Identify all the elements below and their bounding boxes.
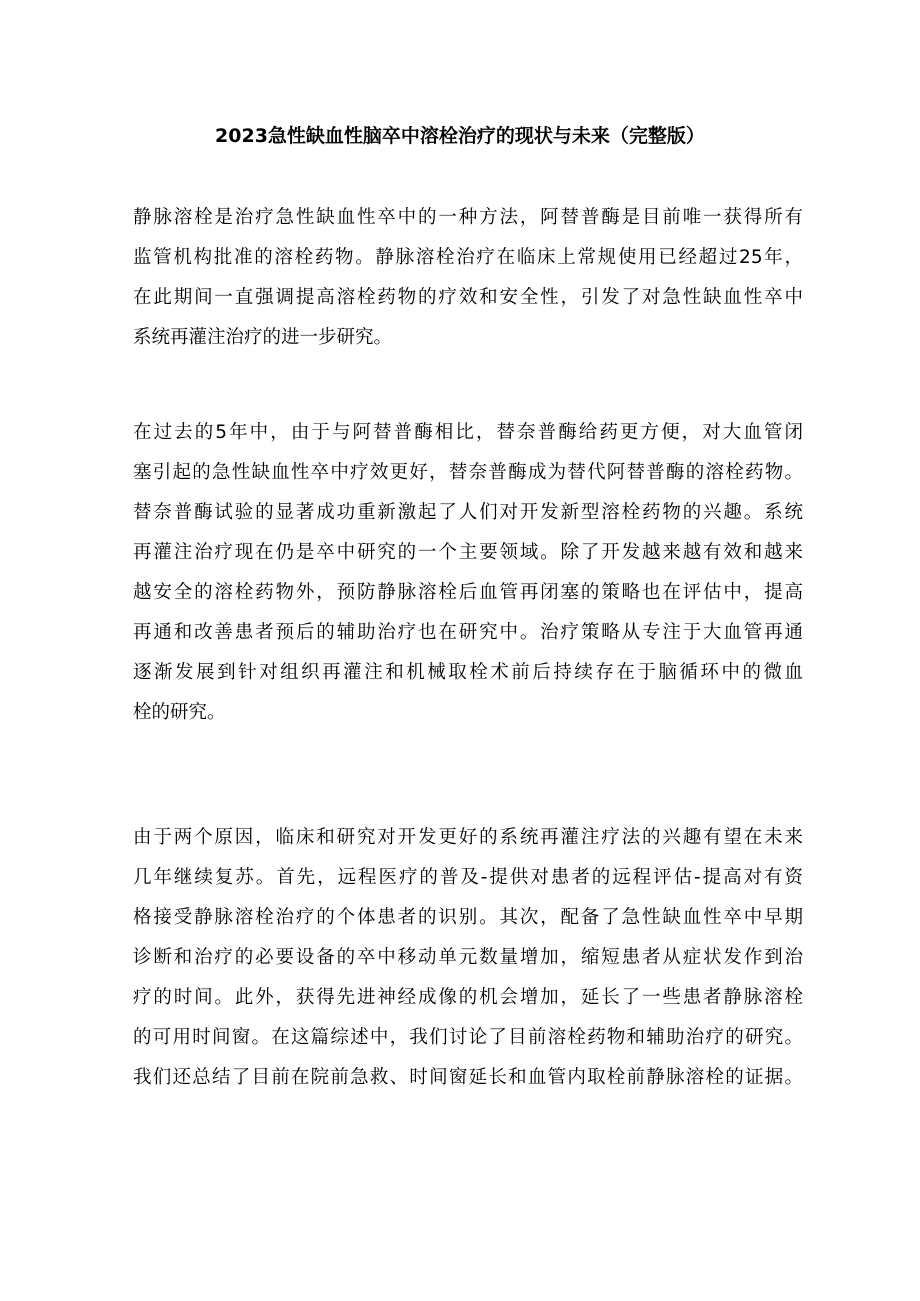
paragraph-line: 再通和改善患者预后的辅助治疗也在研究中。治疗策略从专注于大血管再通: [133, 622, 803, 643]
paragraph-line: 静脉溶栓是治疗急性缺血性卒中的一种方法，阿替普酶是目前唯一获得所有: [133, 207, 803, 228]
paragraph-line: 诊断和治疗的必要设备的卒中移动单元数量增加，缩短患者从症状发作到治: [133, 947, 803, 968]
paragraph-outlook: [133, 818, 803, 1098]
paragraph-line: 替奈普酶试验的显著成功重新激起了人们对开发新型溶栓药物的兴趣。系统: [133, 502, 803, 523]
paragraph-line: 在过去的5年中，由于与阿替普酶相比，替奈普酶给药更方便，对大血管闭: [133, 422, 803, 443]
paragraph-line: 我们还总结了目前在院前急救、时间窗延长和血管内取栓前静脉溶栓的证据。: [133, 1067, 803, 1088]
paragraph-line: 逐渐发展到针对组织再灌注和机械取栓术前后持续存在于脑循环中的微血: [133, 662, 803, 683]
paragraph-line: 由于两个原因，临床和研究对开发更好的系统再灌注疗法的兴趣有望在未来: [133, 827, 803, 848]
paragraph-line: 格接受静脉溶栓治疗的个体患者的识别。其次，配备了急性缺血性卒中早期: [133, 907, 803, 928]
paragraph-line: 栓的研究。: [133, 702, 226, 723]
paragraph-line: 再灌注治疗现在仍是卒中研究的一个主要领域。除了开发越来越有效和越来: [133, 542, 803, 563]
document-title: 2023急性缺血性脑卒中溶栓治疗的现状与未来（完整版）: [215, 125, 705, 147]
paragraph-line: 越安全的溶栓药物外，预防静脉溶栓后血管再闭塞的策略也在评估中，提高: [133, 582, 803, 603]
paragraph-line: 在此期间一直强调提高溶栓药物的疗效和安全性，引发了对急性缺血性卒中: [133, 287, 803, 308]
paragraph-line: 的可用时间窗。在这篇综述中，我们讨论了目前溶栓药物和辅助治疗的研究。: [133, 1027, 803, 1048]
paragraph-intro: [133, 198, 803, 358]
paragraph-tenecteplase: [133, 413, 803, 733]
paragraph-line: 疗的时间。此外，获得先进神经成像的机会增加，延长了一些患者静脉溶栓: [133, 987, 803, 1008]
paragraph-line: 监管机构批准的溶栓药物。静脉溶栓治疗在临床上常规使用已经超过25年，: [133, 247, 803, 268]
paragraph-line: 塞引起的急性缺血性卒中疗效更好，替奈普酶成为替代阿替普酶的溶栓药物。: [133, 462, 803, 483]
paragraph-line: 几年继续复苏。首先，远程医疗的普及-提供对患者的远程评估-提高对有资: [133, 867, 803, 888]
paragraph-line: 系统再灌注治疗的进一步研究。: [133, 327, 393, 348]
